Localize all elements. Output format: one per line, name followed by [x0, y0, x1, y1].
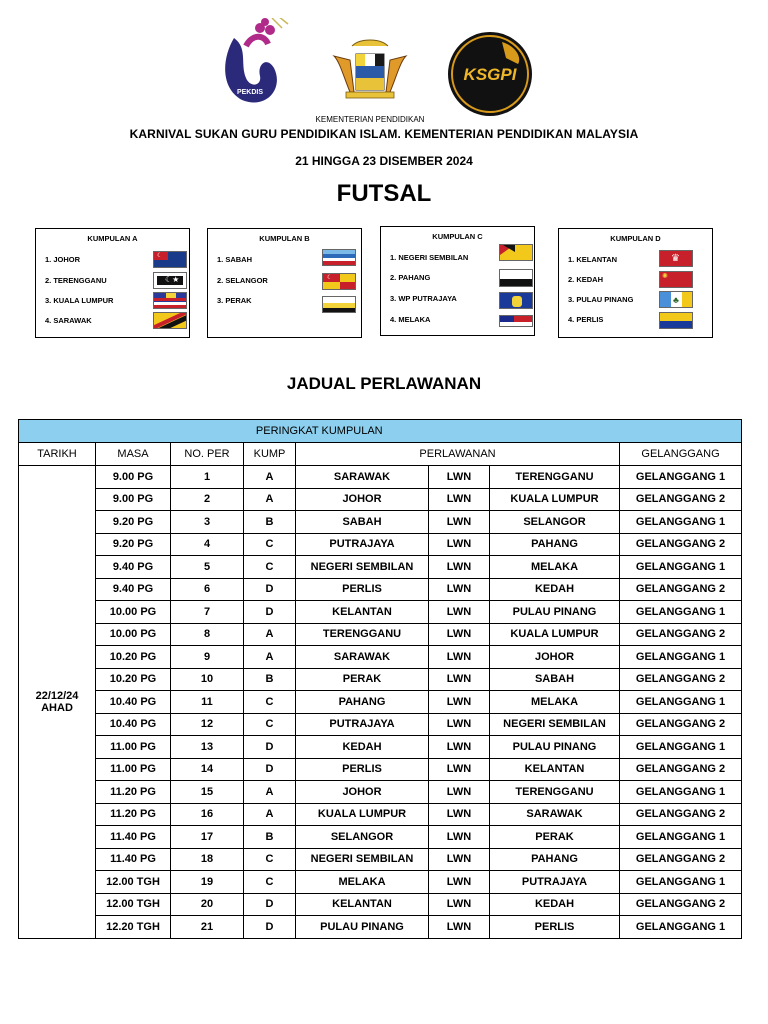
terengganu-flag-icon: ☾★ — [153, 272, 187, 289]
group-team: 2. TERENGGANU — [45, 276, 107, 285]
match-no-cell: 18 — [171, 848, 244, 871]
group-team: 3. PULAU PINANG — [568, 295, 634, 304]
table-row — [19, 916, 742, 939]
table-row — [19, 758, 742, 781]
home-team-cell: PAHANG — [296, 691, 429, 714]
group-cell: C — [244, 556, 296, 579]
table-row — [19, 848, 742, 871]
time-cell: 9.00 PG — [96, 488, 171, 511]
group-cell: A — [244, 646, 296, 669]
group-cell: A — [244, 781, 296, 804]
court-cell: GELANGGANG 1 — [620, 871, 742, 894]
time-cell: 10.40 PG — [96, 691, 171, 714]
time-cell: 9.40 PG — [96, 556, 171, 579]
time-cell: 12.00 TGH — [96, 893, 171, 916]
group-cell: A — [244, 623, 296, 646]
court-cell: GELANGGANG 1 — [620, 691, 742, 714]
versus-cell: LWN — [429, 646, 490, 669]
perak-flag-icon — [322, 296, 356, 313]
kedah-flag-icon: ✺ — [659, 271, 693, 288]
versus-cell: LWN — [429, 623, 490, 646]
group-team: 3. WP PUTRAJAYA — [390, 294, 457, 303]
versus-cell: LWN — [429, 533, 490, 556]
home-team-cell: PERLIS — [296, 578, 429, 601]
home-team-cell: PERLIS — [296, 758, 429, 781]
court-cell: GELANGGANG 2 — [620, 713, 742, 736]
time-cell: 9.00 PG — [96, 466, 171, 489]
group-cell: C — [244, 848, 296, 871]
pekdis-logo-text: PEKDIS — [236, 89, 264, 96]
home-team-cell: NEGERI SEMBILAN — [296, 556, 429, 579]
group-cell: A — [244, 466, 296, 489]
home-team-cell: KELANTAN — [296, 601, 429, 624]
col-header-group: KUMP — [244, 443, 296, 466]
match-no-cell: 2 — [171, 488, 244, 511]
col-header-match: PERLAWANAN — [296, 443, 620, 466]
versus-cell: LWN — [429, 826, 490, 849]
group-team: 1. NEGERI SEMBILAN — [390, 253, 469, 262]
away-team-cell: JOHOR — [490, 646, 620, 669]
group-cell: C — [244, 713, 296, 736]
away-team-cell: PERAK — [490, 826, 620, 849]
court-cell: GELANGGANG 2 — [620, 578, 742, 601]
away-team-cell: KUALA LUMPUR — [490, 623, 620, 646]
match-no-cell: 4 — [171, 533, 244, 556]
table-row — [19, 533, 742, 556]
melaka-flag-icon — [499, 315, 533, 327]
match-no-cell: 19 — [171, 871, 244, 894]
pekdis-logo — [212, 18, 292, 110]
match-no-cell: 12 — [171, 713, 244, 736]
event-dates: 21 HINGGA 23 DISEMBER 2024 — [295, 154, 473, 168]
away-team-cell: KELANTAN — [490, 758, 620, 781]
pulau-pinang-flag-icon: ♣ — [659, 291, 693, 308]
away-team-cell: KUALA LUMPUR — [490, 488, 620, 511]
home-team-cell: KUALA LUMPUR — [296, 803, 429, 826]
match-day: AHAD — [41, 701, 73, 714]
schedule-body — [19, 466, 742, 939]
time-cell: 11.00 PG — [96, 736, 171, 759]
away-team-cell: SARAWAK — [490, 803, 620, 826]
table-row — [19, 781, 742, 804]
group-card-b — [207, 228, 362, 338]
versus-cell: LWN — [429, 668, 490, 691]
match-date-cell — [19, 466, 96, 939]
time-cell: 9.20 PG — [96, 511, 171, 534]
match-schedule-table — [18, 419, 742, 939]
home-team-cell: SARAWAK — [296, 646, 429, 669]
kuala-lumpur-flag-icon — [153, 292, 187, 309]
away-team-cell: PAHANG — [490, 848, 620, 871]
away-team-cell: SABAH — [490, 668, 620, 691]
table-row — [19, 488, 742, 511]
versus-cell: LWN — [429, 758, 490, 781]
time-cell: 10.00 PG — [96, 623, 171, 646]
group-cell: A — [244, 488, 296, 511]
putrajaya-flag-icon — [499, 292, 533, 309]
group-team: 4. PERLIS — [568, 315, 604, 324]
away-team-cell: SELANGOR — [490, 511, 620, 534]
ministry-crest-logo — [310, 38, 430, 128]
court-cell: GELANGGANG 2 — [620, 848, 742, 871]
court-cell: GELANGGANG 2 — [620, 803, 742, 826]
time-cell: 11.00 PG — [96, 758, 171, 781]
col-header-date: TARIKH — [19, 443, 96, 466]
match-no-cell: 6 — [171, 578, 244, 601]
match-no-cell: 14 — [171, 758, 244, 781]
versus-cell: LWN — [429, 871, 490, 894]
ministry-caption: KEMENTERIAN PENDIDIKAN — [315, 115, 425, 124]
home-team-cell: SABAH — [296, 511, 429, 534]
home-team-cell: KEDAH — [296, 736, 429, 759]
sabah-flag-icon — [322, 249, 356, 266]
group-cell: C — [244, 871, 296, 894]
match-no-cell: 10 — [171, 668, 244, 691]
away-team-cell: PULAU PINANG — [490, 601, 620, 624]
away-team-cell: NEGERI SEMBILAN — [490, 713, 620, 736]
match-no-cell: 1 — [171, 466, 244, 489]
pahang-flag-icon — [499, 269, 533, 287]
match-no-cell: 11 — [171, 691, 244, 714]
time-cell: 10.40 PG — [96, 713, 171, 736]
group-cell: D — [244, 893, 296, 916]
table-row — [19, 893, 742, 916]
court-cell: GELANGGANG 1 — [620, 556, 742, 579]
home-team-cell: TERENGGANU — [296, 623, 429, 646]
match-no-cell: 3 — [171, 511, 244, 534]
group-cell: B — [244, 511, 296, 534]
match-no-cell: 17 — [171, 826, 244, 849]
time-cell: 12.20 TGH — [96, 916, 171, 939]
time-cell: 10.20 PG — [96, 646, 171, 669]
kelantan-flag-icon: ♛ — [659, 250, 693, 267]
table-row — [19, 713, 742, 736]
time-cell: 12.00 TGH — [96, 871, 171, 894]
court-cell: GELANGGANG 1 — [620, 781, 742, 804]
table-row — [19, 466, 742, 489]
match-no-cell: 13 — [171, 736, 244, 759]
home-team-cell: PULAU PINANG — [296, 916, 429, 939]
group-team: 3. PERAK — [217, 296, 252, 305]
stage-label: PERINGKAT KUMPULAN — [19, 420, 620, 443]
stage-header-blank — [620, 420, 742, 443]
group-cell: D — [244, 601, 296, 624]
time-cell: 11.20 PG — [96, 803, 171, 826]
home-team-cell: SARAWAK — [296, 466, 429, 489]
versus-cell: LWN — [429, 511, 490, 534]
table-row — [19, 646, 742, 669]
group-title: KUMPULAN B — [259, 234, 310, 243]
table-row — [19, 623, 742, 646]
match-no-cell: 21 — [171, 916, 244, 939]
home-team-cell: KELANTAN — [296, 893, 429, 916]
table-row — [19, 736, 742, 759]
time-cell: 10.00 PG — [96, 601, 171, 624]
away-team-cell: PUTRAJAYA — [490, 871, 620, 894]
court-cell: GELANGGANG 1 — [620, 916, 742, 939]
time-cell: 11.40 PG — [96, 826, 171, 849]
versus-cell: LWN — [429, 691, 490, 714]
versus-cell: LWN — [429, 893, 490, 916]
court-cell: GELANGGANG 1 — [620, 601, 742, 624]
table-row — [19, 691, 742, 714]
group-team: 1. JOHOR — [45, 255, 81, 264]
match-no-cell: 16 — [171, 803, 244, 826]
versus-cell: LWN — [429, 601, 490, 624]
selangor-flag-icon: ☾ — [322, 273, 356, 290]
versus-cell: LWN — [429, 713, 490, 736]
group-team: 2. SELANGOR — [217, 276, 268, 285]
negeri-sembilan-flag-icon — [499, 244, 533, 261]
home-team-cell: PUTRAJAYA — [296, 713, 429, 736]
group-title: KUMPULAN A — [87, 234, 138, 243]
away-team-cell: KEDAH — [490, 578, 620, 601]
home-team-cell: NEGERI SEMBILAN — [296, 848, 429, 871]
versus-cell: LWN — [429, 578, 490, 601]
ksgpi-logo — [446, 28, 534, 120]
home-team-cell: PERAK — [296, 668, 429, 691]
group-team: 4. SARAWAK — [45, 316, 92, 325]
match-no-cell: 5 — [171, 556, 244, 579]
time-cell: 9.40 PG — [96, 578, 171, 601]
away-team-cell: TERENGGANU — [490, 781, 620, 804]
group-cell: A — [244, 803, 296, 826]
group-team: 2. PAHANG — [390, 273, 431, 282]
time-cell: 10.20 PG — [96, 668, 171, 691]
match-no-cell: 7 — [171, 601, 244, 624]
ksgpi-logo-text: KSGPI — [463, 65, 517, 84]
court-cell: GELANGGANG 1 — [620, 736, 742, 759]
group-team: 1. SABAH — [217, 255, 253, 264]
group-cell: D — [244, 578, 296, 601]
table-row — [19, 556, 742, 579]
home-team-cell: MELAKA — [296, 871, 429, 894]
perlis-flag-icon — [659, 312, 693, 329]
time-cell: 9.20 PG — [96, 533, 171, 556]
group-team: 3. KUALA LUMPUR — [45, 296, 114, 305]
court-cell: GELANGGANG 2 — [620, 623, 742, 646]
court-cell: GELANGGANG 1 — [620, 511, 742, 534]
time-cell: 11.40 PG — [96, 848, 171, 871]
versus-cell: LWN — [429, 736, 490, 759]
group-card-a — [35, 228, 190, 338]
versus-cell: LWN — [429, 916, 490, 939]
away-team-cell: PULAU PINANG — [490, 736, 620, 759]
schedule-title: JADUAL PERLAWANAN — [286, 374, 482, 393]
col-header-court: GELANGGANG — [620, 443, 742, 466]
court-cell: GELANGGANG 2 — [620, 668, 742, 691]
group-title: KUMPULAN D — [610, 234, 661, 243]
match-no-cell: 8 — [171, 623, 244, 646]
group-cell: B — [244, 826, 296, 849]
time-cell: 11.20 PG — [96, 781, 171, 804]
home-team-cell: JOHOR — [296, 488, 429, 511]
group-team: 2. KEDAH — [568, 275, 604, 284]
group-card-d — [558, 228, 713, 338]
versus-cell: LWN — [429, 848, 490, 871]
johor-flag-icon: ☾ — [153, 251, 187, 268]
versus-cell: LWN — [429, 466, 490, 489]
col-header-time: MASA — [96, 443, 171, 466]
versus-cell: LWN — [429, 488, 490, 511]
sarawak-flag-icon — [153, 312, 187, 329]
match-no-cell: 9 — [171, 646, 244, 669]
versus-cell: LWN — [429, 556, 490, 579]
table-row — [19, 668, 742, 691]
group-cell: B — [244, 668, 296, 691]
match-date: 22/12/24 — [35, 689, 79, 702]
court-cell: GELANGGANG 1 — [620, 466, 742, 489]
table-row — [19, 601, 742, 624]
home-team-cell: PUTRAJAYA — [296, 533, 429, 556]
table-row — [19, 511, 742, 534]
group-cell: C — [244, 691, 296, 714]
away-team-cell: KEDAH — [490, 893, 620, 916]
home-team-cell: SELANGOR — [296, 826, 429, 849]
court-cell: GELANGGANG 2 — [620, 758, 742, 781]
away-team-cell: PAHANG — [490, 533, 620, 556]
court-cell: GELANGGANG 2 — [620, 488, 742, 511]
stage-header-row — [19, 420, 742, 443]
group-cell: D — [244, 916, 296, 939]
group-cell: D — [244, 758, 296, 781]
logo-strip — [0, 18, 768, 124]
group-card-c — [380, 226, 535, 336]
court-cell: GELANGGANG 1 — [620, 646, 742, 669]
court-cell: GELANGGANG 1 — [620, 826, 742, 849]
table-row — [19, 803, 742, 826]
group-cell: D — [244, 736, 296, 759]
away-team-cell: TERENGGANU — [490, 466, 620, 489]
court-cell: GELANGGANG 2 — [620, 893, 742, 916]
group-team: 4. MELAKA — [390, 315, 431, 324]
table-row — [19, 826, 742, 849]
away-team-cell: MELAKA — [490, 691, 620, 714]
group-title: KUMPULAN C — [432, 232, 483, 241]
versus-cell: LWN — [429, 781, 490, 804]
match-no-cell: 20 — [171, 893, 244, 916]
col-header-match-no: NO. PER — [171, 443, 244, 466]
column-header-row — [19, 443, 742, 466]
event-title: KARNIVAL SUKAN GURU PENDIDIKAN ISLAM. KEMENTERIAN PENDIDIKAN MALAYSIA — [129, 127, 639, 141]
group-cell: C — [244, 533, 296, 556]
match-no-cell: 15 — [171, 781, 244, 804]
home-team-cell: JOHOR — [296, 781, 429, 804]
group-team: 1. KELANTAN — [568, 255, 618, 264]
table-row — [19, 578, 742, 601]
away-team-cell: MELAKA — [490, 556, 620, 579]
court-cell: GELANGGANG 2 — [620, 533, 742, 556]
sport-title: FUTSAL — [336, 180, 432, 207]
away-team-cell: PERLIS — [490, 916, 620, 939]
versus-cell: LWN — [429, 803, 490, 826]
table-row — [19, 871, 742, 894]
